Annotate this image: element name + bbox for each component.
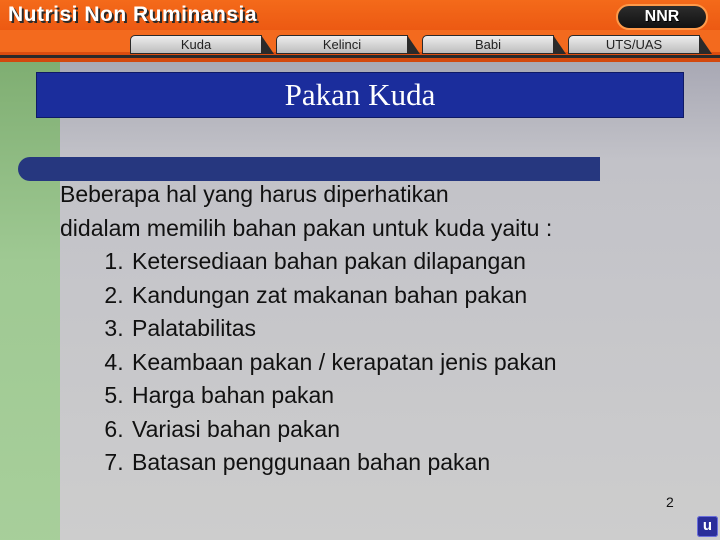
header-bar: [0, 0, 720, 62]
list-item: 1. Ketersediaan bahan pakan dilapangan: [130, 245, 680, 279]
list-item: 6. Variasi bahan pakan: [130, 413, 680, 447]
tab-babi[interactable]: Babi: [422, 35, 554, 54]
brand-badge[interactable]: NNR: [616, 4, 708, 30]
header-rule: [0, 55, 720, 58]
list-item: 7. Batasan penggunaan bahan pakan: [130, 446, 680, 480]
list-item: 4. Keambaan pakan / kerapatan jenis pakan: [130, 346, 680, 380]
page-title: Pakan Kuda: [284, 77, 436, 112]
app-title: Nutrisi Non Ruminansia: [8, 3, 258, 26]
tab-kelinci[interactable]: Kelinci: [276, 35, 408, 54]
nav-glyph: u: [702, 517, 713, 534]
criteria-list: [60, 245, 680, 480]
tab-kuda[interactable]: Kuda: [130, 35, 262, 54]
slide-title-bar: [36, 72, 684, 118]
tab-uts-uas[interactable]: UTS/UAS: [568, 35, 700, 54]
list-item: 3. Palatabilitas: [130, 312, 680, 346]
slide-content: [60, 178, 680, 480]
list-item: 2. Kandungan zat makanan bahan pakan: [130, 279, 680, 313]
intro-line: didalam memilih bahan pakan untuk kuda yaitu :: [60, 214, 553, 241]
list-item: 5. Harga bahan pakan: [130, 379, 680, 413]
u-nav-icon[interactable]: [697, 516, 718, 537]
page-number: 2: [666, 494, 674, 510]
left-accent-bar: [0, 62, 60, 540]
intro-line: Beberapa hal yang harus diperhatikan: [60, 181, 449, 207]
